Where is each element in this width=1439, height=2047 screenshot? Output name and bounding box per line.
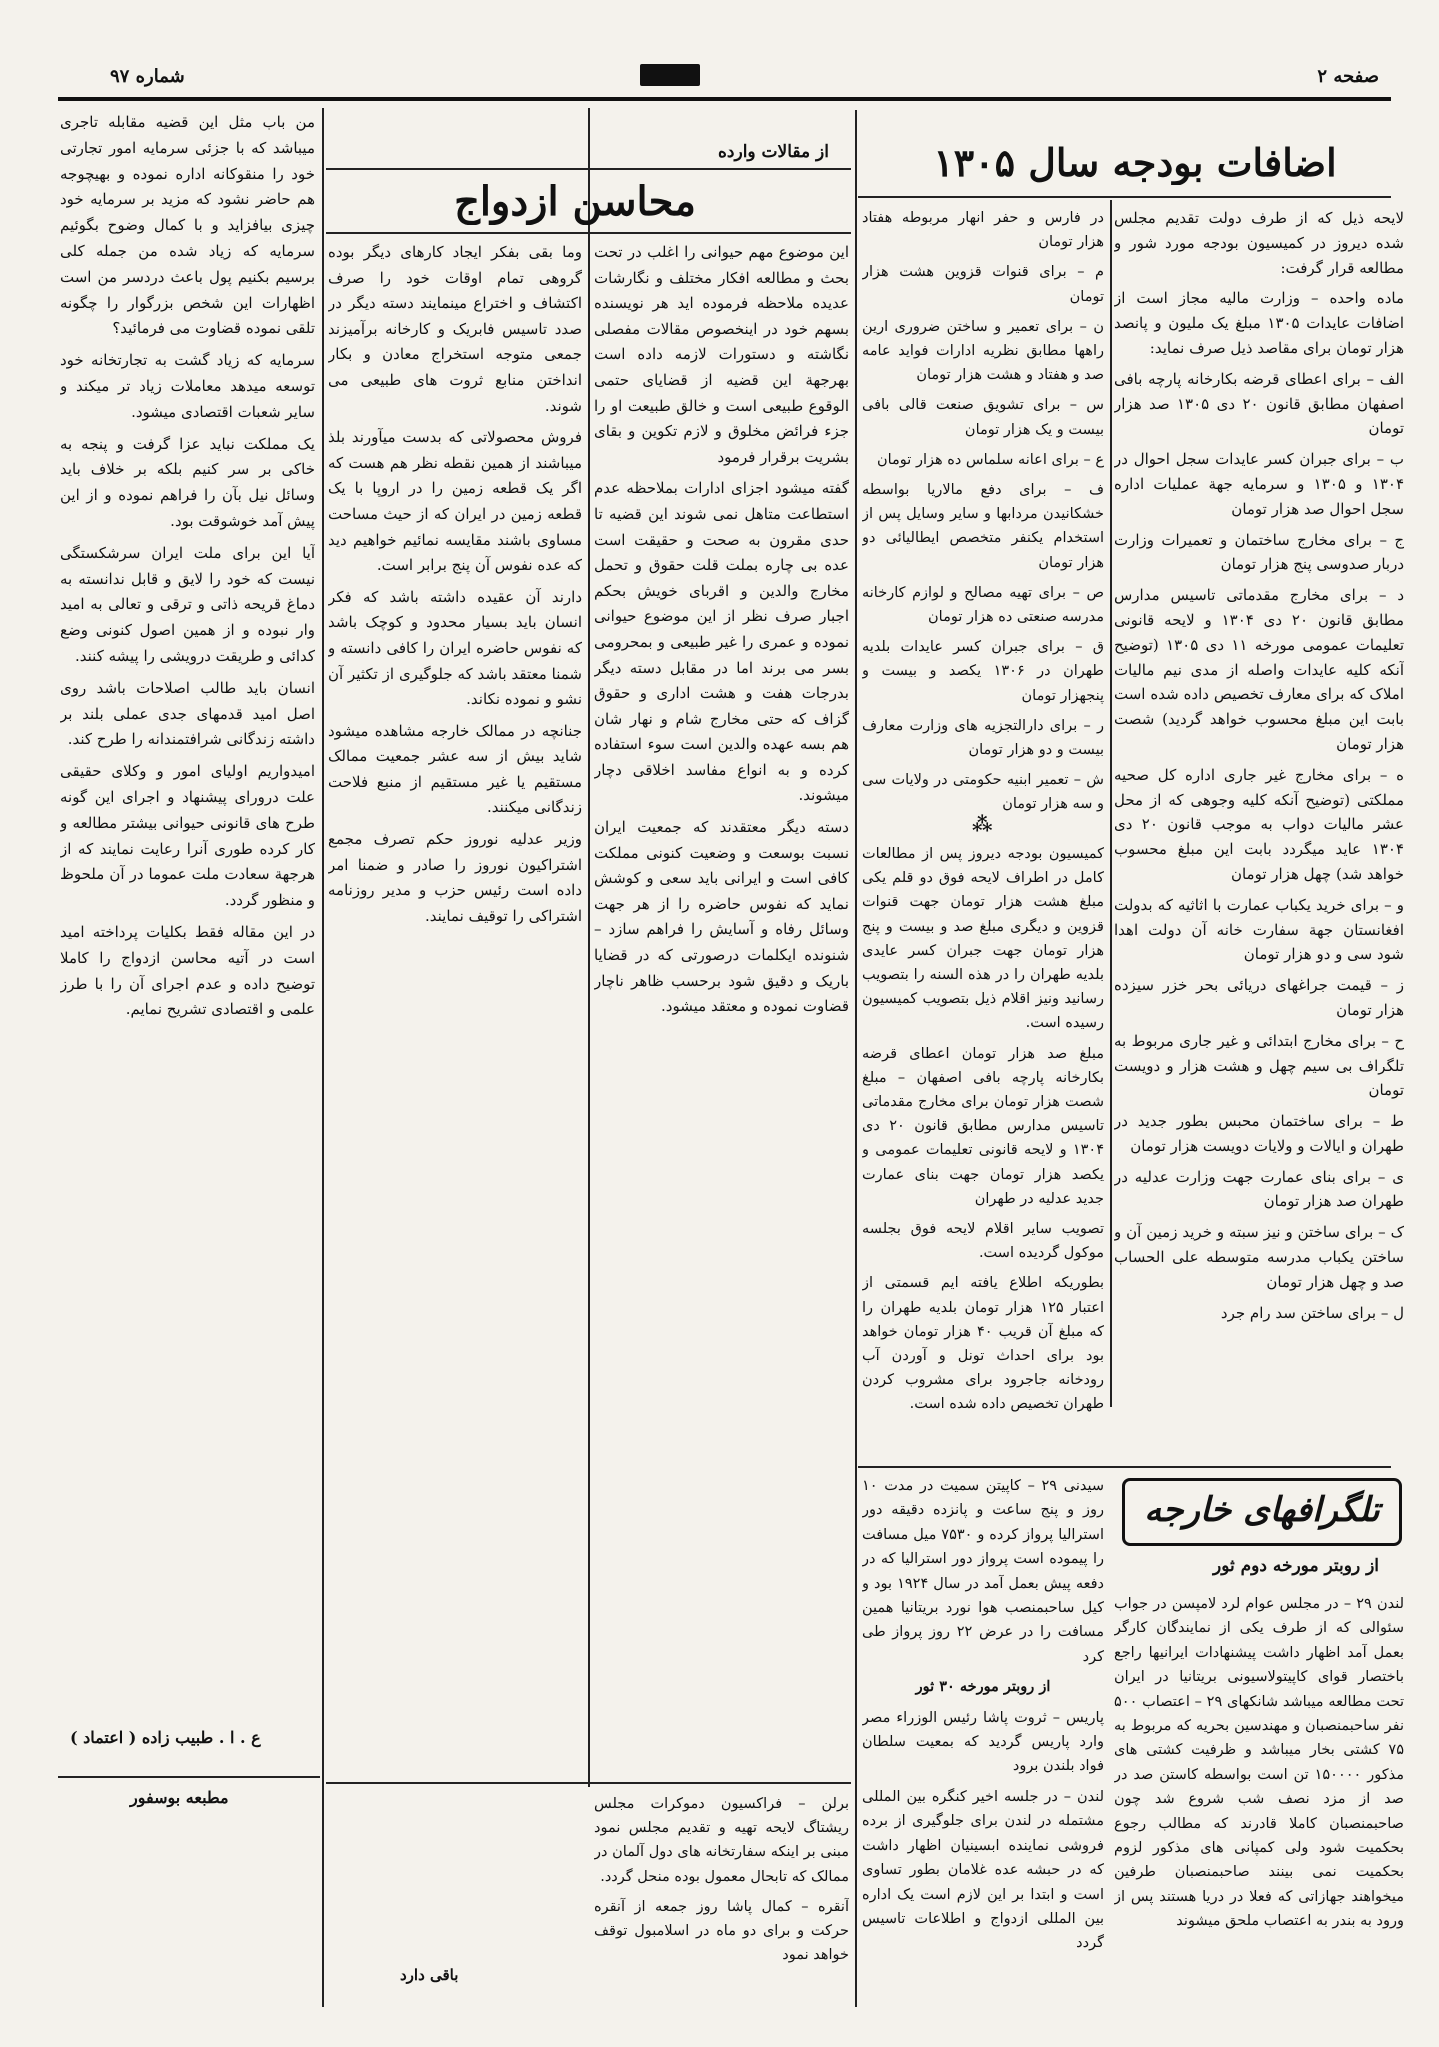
title-rule bbox=[858, 196, 1391, 198]
printer-name: مطبعه بوسفور bbox=[130, 1788, 229, 1807]
column-rule bbox=[588, 108, 590, 1787]
footer-rule bbox=[58, 1776, 320, 1778]
section-divider: ⁂ bbox=[972, 812, 993, 836]
marriage-column-right: این موضوع مهم حیوانی را اغلب در تحت بحث و مطالعه افکار مختلف و نگارشات عدیده ملاحظه فرموده اید هر نویسنده بسهم خود در اینخصوص مقالات مفصلی نگاشته و دستورات لازمه داده است بهرجهة این قضیه از قضایای حتمی الوقوع طبیعی است و خالق طبیعت او را جزء فرائض مخلوق و لازم تکوین و بقای بشریت برقرار فرمود گفته میشود اجزای ادارات بملاحظه عدم استطاعت متاهل نمی شوند این قضیه تا حدی مقرون به صحت و حقیقت است عده بی چاره بملت قلت حقوق و تحمل مخارج والدین و اقربای خویش بحکم اجبار صرف نظر از این موضوع حیوانی نموده و عمری را غیر طبیعی و بمحرومی بسر می برند اما در مقابل دسته دیگر بدرجات هفت و هشت اداری و حقوق گزاف که حتی مخارج شام و نهار شان هم بسه عهده والدین است سوء استفاده کرده و به انواع مفاسد اخلاقی دچار میشوند. دسته دیگر معتقدند که جمعیت ایران نسبت بوسعت و وضعیت کنونی مملکت کافی است و ایرانی باید سعی و کوشش نماید که نفوس حاضره را از هر جهت وسائل رفاه و آسایش را فراهم سازد – شنونده ایکلمات درصورتی که در قضایا باریک و دقیق شود برحسب ظاهر ناچار قضاوت نموده و معتقد میشود. bbox=[594, 243, 849, 1016]
telegrams-rule bbox=[858, 1466, 1391, 1468]
header-ornament bbox=[640, 64, 700, 86]
marriage-column-third: من باب مثل این قضیه مقابله تاجری میباشد که با جزئی سرمایه امور تجارتی خود را منقوکانه اداره نموده و بهیچوجه هم حاضر نشود که مزید بر سرمایه خود چیزی بیافزاید و با کمال وضوح بگوئیم سرمایه که زیاد شده من جمله کلی برسیم بکنیم پول باعث دردسر من است اظهارات این شخص بزرگوار را چگونه تلقی نموده قضاوت می فرمائید؟ سرمایه که زیاد گشت به تجارتخانه خود توسعه میدهد معاملات زیاد تر میکند و سایر شعبات اقتصادی میشود. یک مملکت نباید عزا گرفت و پنجه به خاکی بر سر کنیم بلکه بر خلاف باید وسائل نیل بآن را فراهم نموده و از این پیش آمد خوشوقت بود. آیا این برای ملت ایران سرشکستگی نیست که خود را لایق و قابل ندانسته به دماغ قریحه ذاتی و ترقی و تعالی به امید وار نبوده و از همین اصول کنونی وضع کدائی و طریقت درویشی را پیشه کنند. انسان باید طالب اصلاحات باشد روی اصل امید قدمهای جدی عملی بلند بر داشته زندگانی شرافتمندانه را طرح کند. امیدواریم اولیای امور و وکلای حقیقی علت درورای پیشنهاد و اجرای این گونه طرح های قانونی حیوانی بیشتر مطالعه و کار کرده طوری آنرا رعایت نمایند که از هرجهة سعادت ملت عموما در آن ملحوظ و منظور گردد. در این مقاله فقط بکلیات پرداخته امید است در آتیه محاسن ازدواج را کاملا توضیح داده و عدم اجرای آن را با طرز علمی و اقتصادی تشریح نمایم. bbox=[60, 113, 315, 1019]
continued-note: باقی دارد bbox=[400, 1966, 459, 1984]
telegrams-column-right: لندن ۲۹ – در مجلس عوام لرد لامپسن در جواب سئوالی که از طرف یکی از نمایندگان کارگر بعمل آمد اظهار داشت پیشنهادات ایرانیها راجع باختصار قوای کاپیتولاسیونی بریتانیا در ایران تحت مطالعه میباشد شانکهای ۲۹ – اعتصاب ۵۰۰ نفر ساحبمنصبان و مهندسین بحریه که مربوط به ۷۵ کشتی بخار میباشد و ظرفیت کشتی های مذکور ۱۵۰۰۰۰ تن است بواسطه کاستن صد در صد از مزد نصف شب شروع شد چون صاحبمنصبان کاملا قادرند که مطالب رجوع بحکمیت شود ولی کمپانی های مذکور لزوم بحکمیت نمی بینند صاحبمنصبان طرفین میخواهند جهازاتی که فعلا در دریا هستند پس از ورود به بندر به اعتصاب ملحق میشوند bbox=[1114, 1596, 1404, 1930]
marriage-title: محاسن ازدواج bbox=[454, 178, 696, 225]
page-number: صفحه ۲ bbox=[1317, 66, 1379, 87]
telegrams-title: تلگرافهای خارجه bbox=[1122, 1478, 1402, 1546]
issue-number: شماره ۹۷ bbox=[110, 66, 185, 87]
marriage-kicker: از مقالات وارده bbox=[718, 142, 829, 162]
masthead-rule bbox=[58, 97, 1391, 101]
title-rule bbox=[326, 232, 851, 234]
column-rule bbox=[322, 108, 324, 2007]
column-rule bbox=[1110, 200, 1112, 1407]
budget-commission-text: کمیسیون بودجه دیروز پس از مطالعات کامل در اطراف لایحه فوق دو قلم یکی مبلغ هشت هزار تومان جهت قنوات قزوین و دیگری مبلغ صد و بیست و پنج هزار تومان جهت جبران کسر عایدی بلدیه طهران را در هذه السنه را بتصویب رسانید ونیز اقلام ذیل بتصویب کمیسیون رسیده است. مبلغ صد هزار تومان اعطای قرضه بکارخانه پارچه بافی اصفهان – مبلغ شصت هزار تومان برای مخارج مقدماتی تاسیس مدارس مطابق قانون ۲۰ دی ۱۳۰۴ و لایحه قانونی تعلیمات عمومی و یکصد هزار تومان جهت بنای عمارت جدید عدلیه در طهران تصویب سایر اقلام لایحه فوق بجلسه موکول گردیده است. بطوریکه اطلاع یافته ایم قسمتی از اعتبار ۱۲۵ هزار تومان بلدیه طهران را که مبلغ آن قریب ۴۰ هزار تومان خواهد بود برای احداث تونل و آوردن آب رودخانه جاجرود برای مشروب کردن طهران تخصیص داده شده است. bbox=[862, 846, 1104, 1413]
budget-column-right: لایحه ذیل که از طرف دولت تقدیم مجلس شده دیروز در کمیسیون بودجه مورد شور و مطالعه قرار گرفت: ماده واحده – وزارت مالیه مجاز است از اضافات عایدات ۱۳۰۵ مبلغ یک ملیون و پانصد هزار تومان برای مقاصد ذیل صرف نماید: الف – برای اعطای قرضه بکارخانه پارچه بافی اصفهان مطابق قانون ۲۰ دی ۱۳۰۵ صد هزار تومان ب – برای جبران کسر عایدات سجل احوال در ۱۳۰۴ و ۱۳۰۵ و سرمایه جهة عملیات اداره سجل احوال صد هزار تومان ج – برای مخارج ساختمان و تعمیرات وزارت دربار صدوسی پنج هزار تومان د – برای مخارج مقدماتی تاسیس مدارس مطابق قانون ۲۰ دی ۱۳۰۴ و لایحه قانونی تعلیمات عمومی مورخه ۱۱ دی ۱۳۰۵ (توضیح آنکه کلیه عایدات واصله از مدی نیم مالیات املاک که برای معارف تخصیص داده شده است بابت این مبلغ محسوب خواهد گردید) شصت هزار تومان ه – برای مخارج غیر جاری اداره کل صحیه مملکتی (توضیح آنکه کلیه وجوهی که از محل عشر مالیات دواب به موجب قانون ۲۰ دی ۱۳۰۴ عاید میگردد بابت این مبلغ محسوب خواهد شد) چهل هزار تومان و – برای خرید یکباب عمارت با اثاثیه که بدولت افغانستان جهة سفارت خانه آن دولت اهدا شود سی و دو هزار تومان ز – قیمت جراغهای دریائی بحر خزر سیزده هزار تومان ح – برای مخارج ابتدائی و غیر جاری مربوط به تلگراف بی سیم چهل و هشت هزار و دویست تومان ط – برای ساختمان محبس بطور جدید در طهران و ایالات و ولایات دویست هزار تومان ی – برای بنای عمارت جهت وزارت عدلیه در طهران صد هزار تومان ک – برای ساختن و نیز سبته و خرید زمین آن و ساختن یکباب مدرسه متوسطه علی الحساب صد و چهل هزار تومان ل – برای ساختن سد رام جرد bbox=[1114, 209, 1404, 1322]
telegrams-source: از روبتر مورخه دوم ثور bbox=[1212, 1556, 1379, 1576]
berlin-news: برلن – فراکسیون دموکرات مجلس ریشتاگ لایحه تهیه و تقدیم مجلس نمود مبنی بر اینکه سفارتخانه های دول آلمان در ممالک که تابحال معمول بوده منحل گردد. آنقره – کمال پاشا روز جمعه از آنقره حرکت و برای دو ماه در اسلامبول توقف خواهد نمود bbox=[594, 1796, 849, 1964]
kicker-rule bbox=[326, 168, 851, 170]
budget-title: اضافات بودجه سال ۱۳۰۵ bbox=[933, 140, 1337, 185]
budget-column-left: در فارس و حفر انهار مربوطه هفتاد هزار تومان م – برای قنوات قزوین هشت هزار تومان ن – برای تعمیر و ساختن ضروری ارین راهها مطابق نظریه ادارات فواید عامه صد و هفتاد و هشت هزار تومان س – برای تشویق صنعت قالی بافی بیست و یک هزار تومان ع – برای اعانه سلماس ده هزار تومان ف – برای دفع مالاریا بواسطه خشکانیدن مردابها و سایر وسایل پس از استخدام یکنفر متخصص ایطالیائی دو هزار تومان ص – برای تهیه مصالح و لوازم کارخانه مدرسه صنعتی ده هزار تومان ق – برای جبران کسر عایدات بلدیه طهران در ۱۳۰۶ یکصد و بیست و پنجهزار تومان ر – برای دارالتجزیه های وزارت معارف بیست و دو هزار تومان ش – تعمیر ابنیه حکومتی در ولایات سی و سه هزار تومان bbox=[862, 210, 1104, 813]
column-rule bbox=[855, 110, 857, 2007]
telegrams-column-left: سیدنی ۲۹ – کاپیتن سمیت در مدت ۱۰ روز و پنج ساعت و پانزده دقیقه دور استرالیا پرواز کرده و ۷۵۳۰ میل مسافت را پیموده است پرواز دور استرالیا که در دفعه پیش بعمل آمد در سال ۱۹۲۴ بود و کیل ساحبمنصب هوا نورد بریتانیا همین مسافت را در عرض ۲۲ روز پرواز طی کرد از روبتر مورخه ۳۰ ثور پاریس – ثروت پاشا رئیس الوزراء مصر وارد پاریس گردید که بمعیت سلطان فواد بلندن برود لندن – در جلسه اخیر کنگره بین المللی مشتمله در لندن برای جلوگیری از برده فروشی نماینده ابسینیان اظهار داشت که در حبشه عده غلامان بطور تساوی است و ابتدا بر این لازم است یک اداره بین المللی ازدواج و اطلاعات تاسیس گردد bbox=[862, 1478, 1104, 1952]
marriage-column-left: وما بقی بفکر ایجاد کارهای دیگر بوده گروهی تمام اوقات خود را صرف اکتشاف و اختراع مینمایند دسته دیگر در صدد تاسیس فابریک و کارخانه برآمیزند جمعی متوجه استخراج معادن و بکار انداختن منابع ثروت های طبیعی می شوند. فروش محصولاتی که بدست میآورند بلذ میباشند از همین نقطه نظر هم هست که اگر یک قطعه زمین را در اروپا با یک قطعه زمین در ایران که از حیث مساحت مساوی باشند مقایسه نمائیم خواهیم دید که عده نفوس آن پنج برابر است. دارند آن عقیده داشته باشد که فکر انسان باید بسیار محدود و کوچک باشد که نفوس حاضره ایران را کافی دانسته و شمنا معتقد باشد که جلوگیری از تکثیر آن نشو و نموده نکاند. جنانچه در ممالک خارجه مشاهده میشود شاید بیش از سه عشر جمعیت ممالک مستقیم یا غیر مستقیم از منبع فلاحت زندگانی میکنند. وزیر عدلیه نوروز حکم تصرف مجمع اشتراکیون نوروز را صادر و ضمنا امر داده است رئیس حزب و مدیر روزنامه اشتراکی را توقیف نمایند. bbox=[328, 243, 582, 925]
news-rule bbox=[326, 1782, 851, 1784]
author-signature: ع . ا . طبیب زاده ( اعتماد ) bbox=[70, 1728, 261, 1747]
